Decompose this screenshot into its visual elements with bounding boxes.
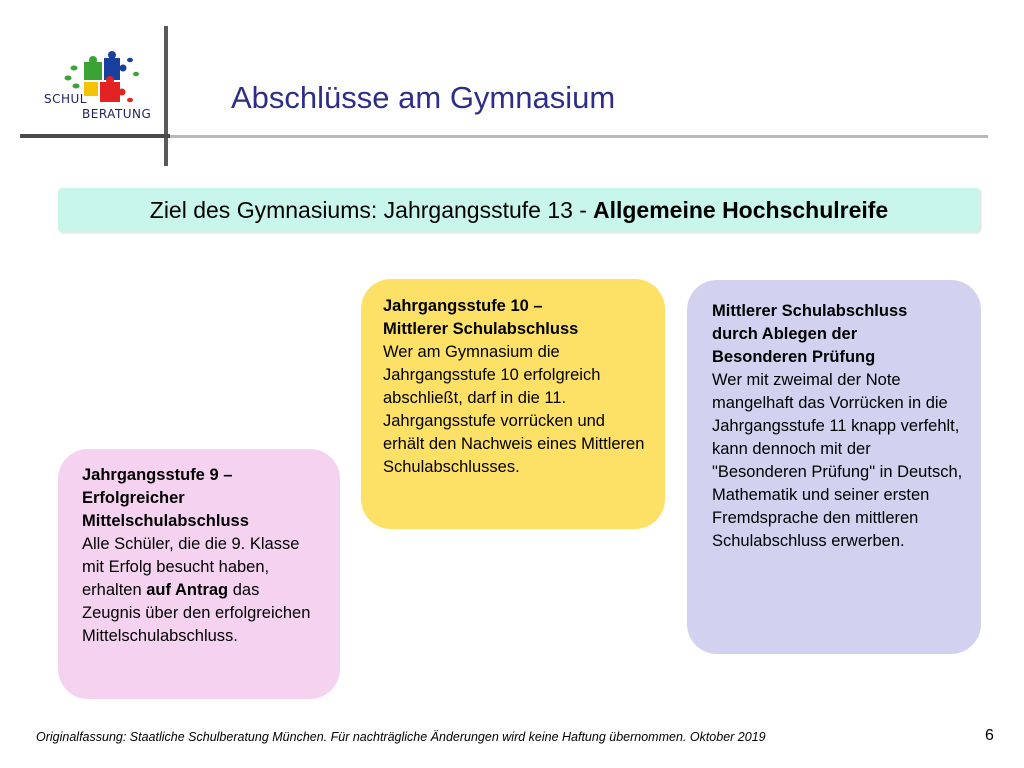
horizontal-divider-dark [20, 134, 170, 138]
card-9-text-1: Alle Schüler, die die 9. Klasse mit Erfolg besucht haben, erhalten [82, 535, 300, 599]
card-9-heading-1: Jahrgangsstufe 9 – [82, 466, 233, 484]
goal-prefix: Ziel des Gymnasiums: Jahrgangsstufe 13 - [149, 196, 587, 223]
card-besondere-pruefung [687, 280, 981, 654]
card-10-text: Wer am Gymnasium die Jahrgangsstufe 10 erfolgreich abschließt, darf in die 11. Jahrgangsstufe vorrücken und erhält den Nachweis eines Mittleren Schulabschlusses. [383, 343, 645, 476]
card-10-heading-1: Jahrgangsstufe 10 – [383, 297, 543, 315]
card-9-text-2: das Zeugnis über den erfolgreichen Mittelschulabschluss. [82, 581, 311, 645]
page-title: Abschlüsse am Gymnasium [231, 80, 616, 115]
goal-banner [58, 188, 980, 232]
card-besonder-heading-1: Mittlerer Schulabschluss [712, 302, 908, 320]
vertical-divider [164, 26, 168, 166]
card-9-text-bold: auf Antrag [146, 581, 229, 599]
card-jahrgangsstufe-9 [58, 449, 340, 699]
logo-red-piece [100, 82, 120, 102]
card-besonder-text: Wer mit zweimal der Note mangelhaft das Vorrücken in die Jahrgangsstufe 11 knapp verfehlt, kann dennoch mit der "Besonderen Prüfung" in Deutsch, Mathematik und seiner ersten Fremdsprache den mittleren Schulabschluss erwerben. [712, 371, 963, 550]
goal-bold: Allgemeine Hochschulreife [592, 196, 889, 223]
card-9-heading-3: Mittelschulabschluss [82, 512, 249, 530]
card-9-heading-2: Erfolgreicher [82, 489, 185, 507]
logo-green-piece [84, 62, 102, 80]
card-besonder-heading-2: durch Ablegen der [712, 325, 858, 343]
horizontal-divider-light [170, 135, 988, 138]
card-10-heading-2: Mittlerer Schulabschluss [383, 320, 579, 338]
card-jahrgangsstufe-10 [361, 279, 665, 529]
footer-note: Originalfassung: Staatliche Schulberatung München. Für nachträgliche Änderungen wird keine Haftung übernommen. Oktober 2019 [36, 730, 766, 744]
logo-text-schul: SCHUL [44, 92, 87, 106]
page-number: 6 [985, 727, 994, 744]
card-besonder-heading-3: Besonderen Prüfung [712, 348, 876, 366]
logo-text-beratung: BERATUNG [82, 107, 152, 121]
